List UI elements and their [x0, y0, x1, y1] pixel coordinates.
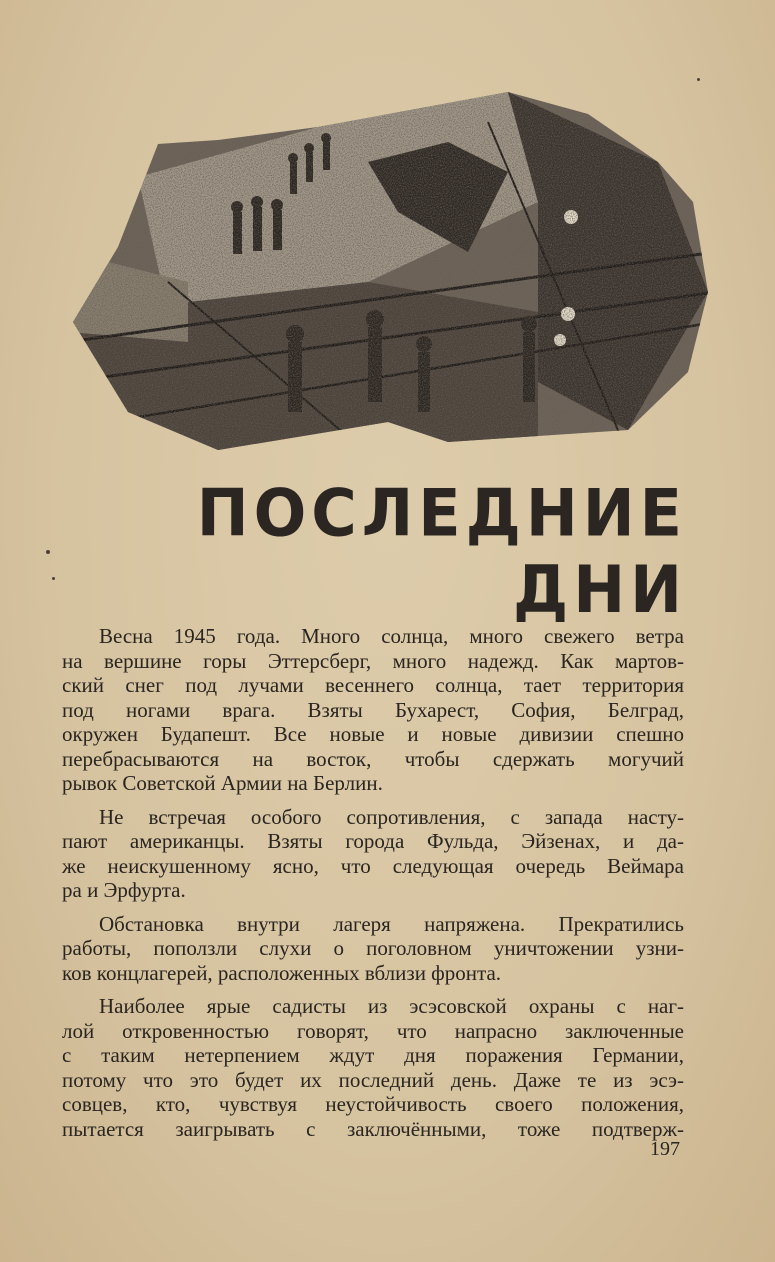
text-line: Наиболее ярые садисты из эсэсовской охраны с наг- — [99, 994, 684, 1018]
chapter-title: ПОСЛЕДНИЕ ДНИ — [196, 474, 687, 628]
text-line: потому что это будет их последний день. Даже те из эсэ- — [62, 1067, 684, 1092]
text-line: ков концлагерей, расположенных вблизи фронта. — [62, 960, 502, 985]
text-line: с таким нетерпением ждут дня поражения Германии, — [62, 1043, 684, 1067]
body-text — [62, 624, 684, 1150]
text-line: Весна 1945 года. Много солнца, много свежего ветра — [99, 624, 684, 648]
paper-speck — [697, 78, 700, 81]
paragraph — [62, 624, 684, 796]
text-line: на вершине горы Эттерсберг, много надежд. Как мартов- — [62, 648, 684, 673]
chapter-illustration — [68, 82, 716, 454]
text-line: Не встречая особого сопротивления, с запада насту- — [99, 804, 684, 829]
text-line: рывок Советской Армии на Берлин. — [62, 771, 383, 795]
text-line: пытается заигрывать с заключёнными, тоже подтверж- — [62, 1116, 684, 1141]
text-line: Обстановка внутри лагеря напряжена. Прекратились — [99, 911, 684, 936]
text-line: пают американцы. Взяты города Фульда, Эйзенах, и да- — [62, 829, 684, 853]
paragraph — [62, 912, 684, 986]
text-line: совцев, кто, чувствуя неустойчивость своего положения, — [62, 1092, 684, 1116]
paragraph — [62, 805, 684, 903]
text-line: окружен Будапешт. Все новые и новые дивизии спешно — [62, 722, 684, 746]
text-line: перебрасываются на восток, чтобы сдержать могучий — [62, 746, 684, 771]
text-line: ский снег под лучами весеннего солнца, тает территория — [62, 673, 684, 697]
text-line: же неискушенному ясно, что следующая очередь Веймара — [62, 853, 684, 878]
text-line: под ногами врага. Взяты Бухарест, София, Белград, — [62, 697, 684, 722]
text-line: работы, поползли слухи о поголовном уничтожении узни- — [62, 936, 684, 960]
text-line: ра и Эрфурта. — [62, 878, 186, 902]
paragraph — [62, 994, 684, 1141]
paper-speck — [46, 550, 50, 554]
page-number: 197 — [650, 1138, 680, 1160]
paper-speck — [52, 577, 55, 580]
text-line: лой откровенностью говорят, что напрасно заключенные — [62, 1018, 684, 1043]
